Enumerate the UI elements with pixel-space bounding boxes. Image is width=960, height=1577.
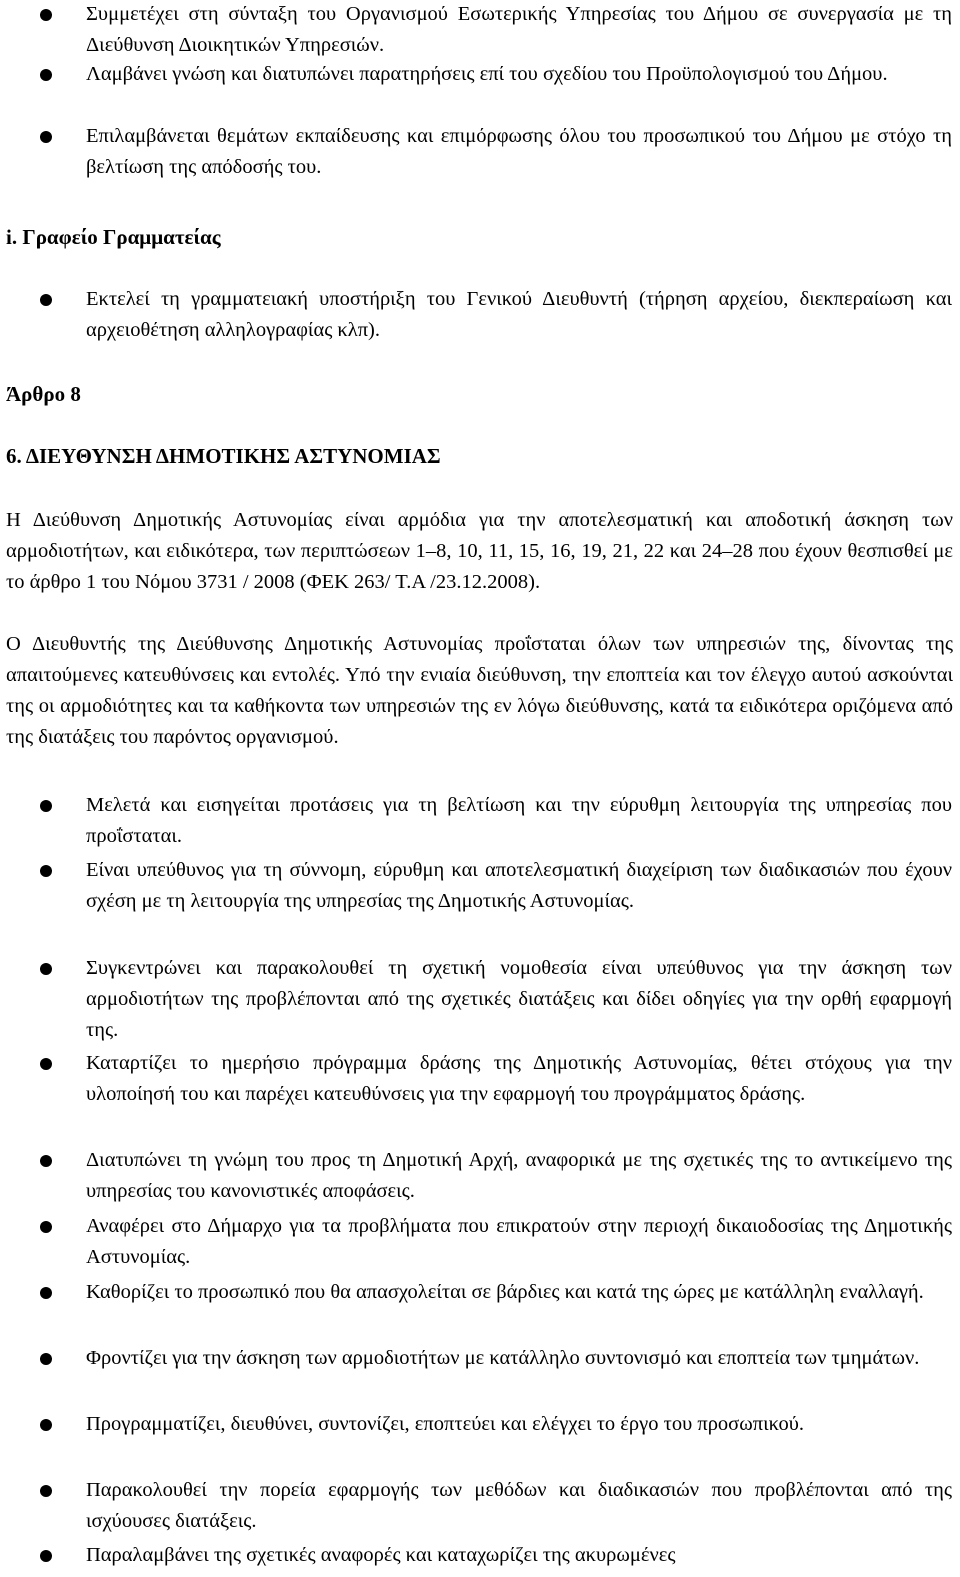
section-heading: i. Γραφείο Γραμματείας (6, 225, 221, 249)
bullet-icon (40, 800, 52, 812)
bullet-icon (40, 1353, 52, 1365)
list-item: Φροντίζει για την άσκηση των αρμοδιοτήτων με κατάλληλο συντονισμό και εποπτεία των τμημάτων. (86, 1347, 920, 1369)
bullet-icon (40, 131, 52, 143)
bullet-icon (40, 865, 52, 877)
list-item: Αναφέρει στο Δήμαρχο για τα προβλήματα που επικρατούν στην περιοχή δικαιοδοσίας της Δημοτικής Αστυνομίας. (86, 1215, 952, 1268)
list-item: Είναι υπεύθυνος για τη σύννομη, εύρυθμη και αποτελεσματική διαχείριση των διαδικασιών που έχουν σχέση με τη λειτουργία της υπηρεσίας της Δημοτικής Αστυνομίας. (86, 859, 952, 912)
bullet-icon (40, 1550, 52, 1562)
bullet-icon (40, 294, 52, 306)
bullet-icon (40, 1419, 52, 1431)
bullet-icon (40, 1221, 52, 1233)
bullet-icon (40, 1155, 52, 1167)
article-heading: Άρθρο 8 (6, 382, 81, 406)
bullet-icon (40, 69, 52, 81)
bullet-icon (40, 9, 52, 21)
bullet-icon (40, 1058, 52, 1070)
list-item: Λαμβάνει γνώση και διατυπώνει παρατηρήσεις επί του σχεδίου του Προϋπολογισμού του Δήμου. (86, 63, 888, 85)
list-item: Καθορίζει το προσωπικό που θα απασχολείται σε βάρδιες και κατά της ώρες με κατάλληλη εναλλαγή. (86, 1281, 924, 1303)
list-item: Συγκεντρώνει και παρακολουθεί τη σχετική νομοθεσία είναι υπεύθυνος για την άσκηση των αρμοδιοτήτων της προβλέπονται από της σχετικές διατάξεις και δίδει οδηγίες για την ορθή εφαρμογή της. (86, 957, 952, 1041)
list-item: Επιλαμβάνεται θεμάτων εκπαίδευσης και επιμόρφωσης όλου του προσωπικού του Δήμου με στόχο τη βελτίωση της απόδοσής του. (86, 125, 952, 178)
list-item: Συμμετέχει στη σύνταξη του Οργανισμού Εσωτερικής Υπηρεσίας του Δήμου σε συνεργασία με τη Διεύθυνση Διοικητικών Υπηρεσιών. (86, 3, 952, 56)
bullet-icon (40, 1287, 52, 1299)
list-item: Εκτελεί τη γραμματειακή υποστήριξη του Γενικού Διευθυντή (τήρηση αρχείου, διεκπεραίωση και αρχειοθέτηση αλληλογραφίας κλπ). (86, 288, 952, 341)
section-heading: 6. ΔΙΕΥΘΥΝΣΗ ΔΗΜΟΤΙΚΗΣ ΑΣΤΥΝΟΜΙΑΣ (6, 444, 441, 468)
list-item: Μελετά και εισηγείται προτάσεις για τη βελτίωση και την εύρυθμη λειτουργία της υπηρεσίας που προΐσταται. (86, 794, 952, 847)
paragraph: Ο Διευθυντής της Διεύθυνσης Δημοτικής Αστυνομίας προΐσταται όλων των υπηρεσιών της, δίνοντας της απαιτούμενες κατευθύνσεις και εντολές. Υπό την ενιαία διεύθυνση, την εποπτεία και τον έλεγχο αυτού ασκούνται της οι αρμοδιότητες και τα καθήκοντα των υπηρεσιών της εν λόγω διεύθυνσης, κατά τα ειδικότερα οριζόμενα από της διατάξεις του παρόντος οργανισμού. (6, 633, 953, 748)
list-item: Προγραμματίζει, διευθύνει, συντονίζει, εποπτεύει και ελέγχει το έργο του προσωπικού. (86, 1413, 804, 1435)
paragraph: Η Διεύθυνση Δημοτικής Αστυνομίας είναι αρμόδια για την αποτελεσματική και αποδοτική άσκηση των αρμοδιοτήτων, και ειδικότερα, των περιπτώσεων 1–8, 10, 11, 15, 16, 19, 21, 22 και 24–28 που έχουν θεσπισθεί με το άρθρο 1 του Νόμου 3731 / 2008 (ΦΕΚ 263/ Τ.Α /23.12.2008). (6, 509, 953, 593)
bullet-icon (40, 1485, 52, 1497)
list-item: Παραλαμβάνει της σχετικές αναφορές και καταχωρίζει της ακυρωμένες (86, 1544, 676, 1566)
list-item: Καταρτίζει το ημερήσιο πρόγραμμα δράσης της Δημοτικής Αστυνομίας, θέτει στόχους για την υλοποίησή του και παρέχει κατευθύνσεις για την εφαρμογή του προγράμματος δράσης. (86, 1052, 952, 1105)
bullet-icon (40, 963, 52, 975)
list-item: Παρακολουθεί την πορεία εφαρμογής των μεθόδων και διαδικασιών που προβλέπονται από της ισχύουσες διατάξεις. (86, 1479, 952, 1532)
list-item: Διατυπώνει τη γνώμη του προς τη Δημοτική Αρχή, αναφορικά με της σχετικές της το αντικείμενο της υπηρεσίας του κανονιστικές αποφάσεις. (86, 1149, 952, 1202)
